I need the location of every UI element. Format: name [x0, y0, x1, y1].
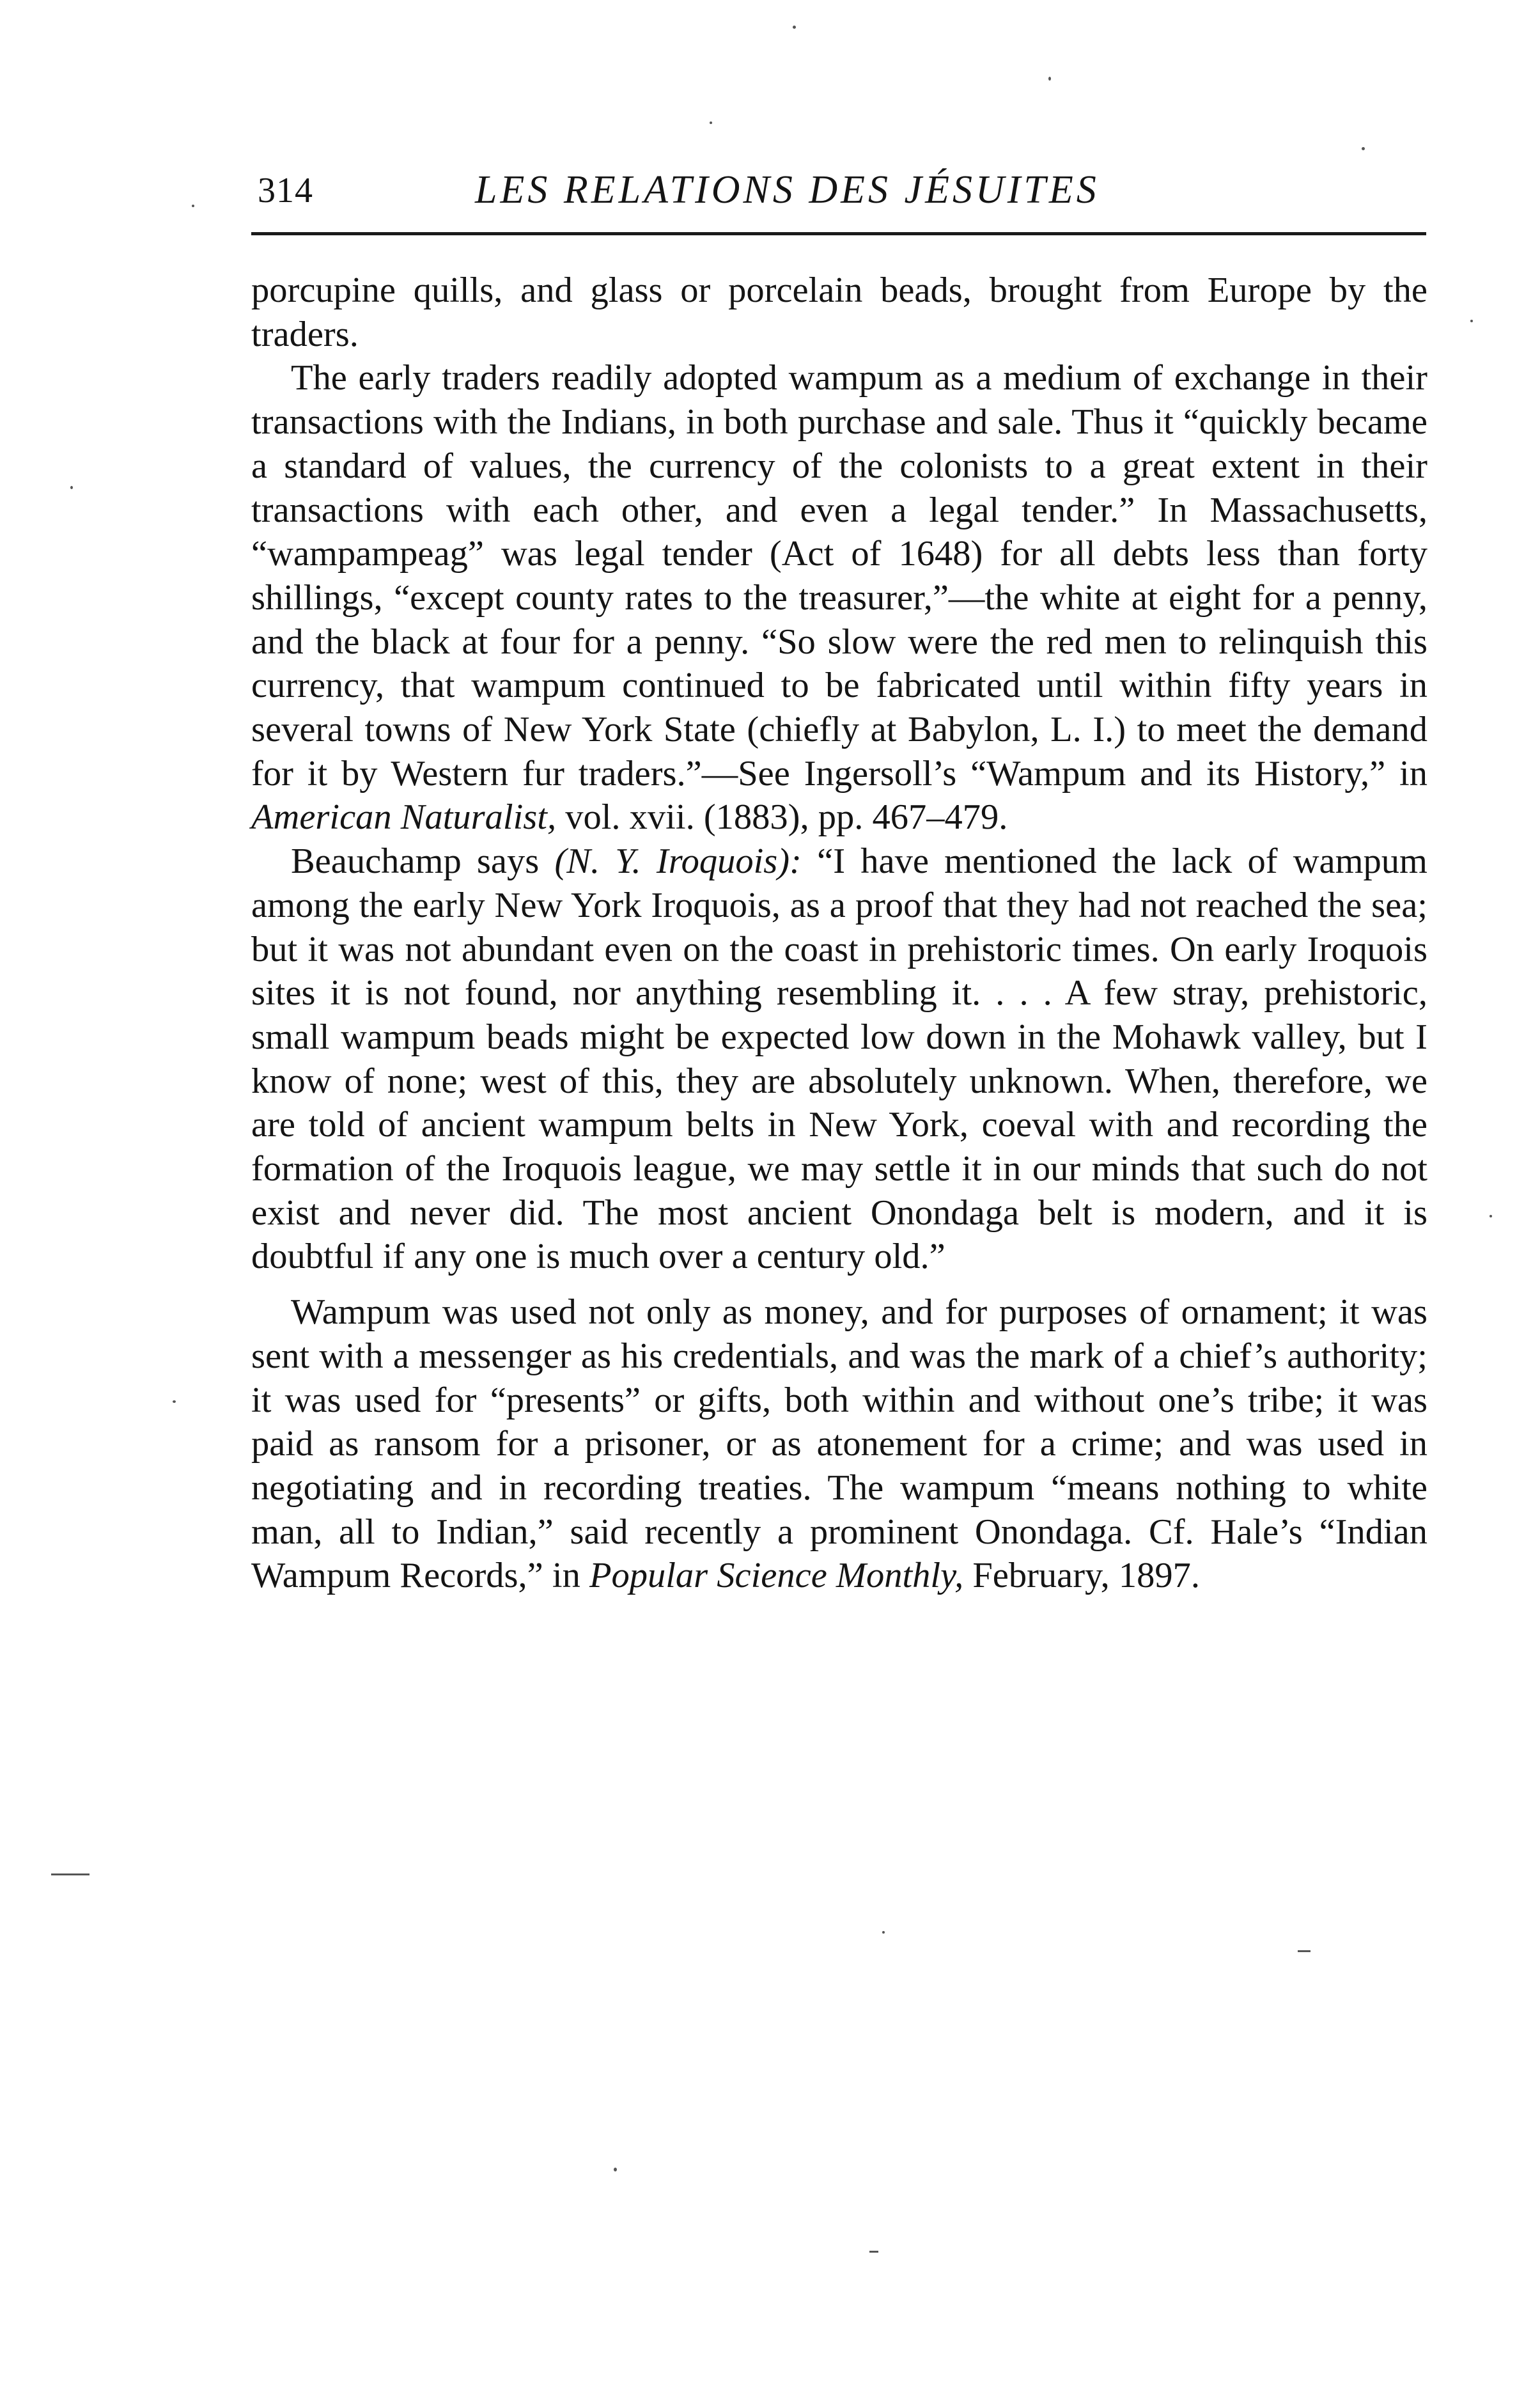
running-head [258, 168, 1424, 219]
scan-speck [882, 1931, 885, 1934]
paragraph-continuation [251, 269, 1427, 356]
page-number: 314 [258, 171, 313, 210]
scan-speck [1298, 1950, 1311, 1952]
scan-speck [51, 1873, 89, 1875]
paragraph-beauchamp-quote [251, 840, 1427, 1279]
scan-speck [614, 2168, 617, 2171]
paragraph-text-before: Beauchamp says [291, 841, 555, 882]
scan-speck [1048, 77, 1051, 81]
paragraph-text: Wampum was used not only as money, and for purposes of ornament; it was sent with a messenger as his credentials, and was the mark of a chief’s authority; it was used for “presents” or gifts, both within and without one’s tribe; it was paid as ransom for a prisoner, or as atonement for a crime; and was used in negotiating and in recording treaties. The wampum “means nothing to white man, all to Indian,” said recently a prominent Onondaga. Cf. Hale’s “Indian Wampum Records,” in [251, 1292, 1427, 1596]
paragraph-text: The early traders readily adopted wampum as a medium of exchange in their transactions with the Indians, in both purchase and sale. Thus it “quickly became a standard of values, the currency of the colonists to a great extent in their transactions with each other, and even a legal tender.” In Massachusetts, “wampampeag” was legal tender (Act of 1648) for all debts less than forty shillings, “except county rates to the treasurer,”—the white at eight for a penny, and the black at four for a penny. “So slow were the red men to relinquish this currency, that wampum continued to be fabricated until within fifty years in several towns of New York State (chiefly at Babylon, L. I.) to meet the demand for it by Western fur traders.”—See Ingersoll’s “Wampum and its History,” in [251, 358, 1427, 794]
scan-speck [1470, 320, 1473, 322]
scan-speck [710, 121, 712, 124]
header-rule [251, 232, 1426, 235]
scan-speck [70, 486, 73, 489]
body-text [251, 269, 1427, 1598]
scan-speck [793, 26, 796, 29]
work-title: (N. Y. Iroquois): [554, 841, 802, 882]
scan-speck [192, 205, 194, 207]
journal-title: Popular Science Monthly, [589, 1556, 964, 1596]
journal-title: American Naturalist, [251, 797, 557, 838]
scan-speck [1362, 147, 1365, 150]
paragraph-wampum-uses [251, 1290, 1427, 1598]
scan-speck [869, 2251, 878, 2253]
paragraph-text: porcupine quills, and glass or porcelain beads, brought from Europe by the traders. [251, 270, 1427, 354]
paragraph-wampum-currency [251, 356, 1427, 840]
scan-speck [173, 1400, 176, 1403]
running-title: LES RELATIONS DES JÉSUITES [475, 168, 1100, 212]
scan-speck [1489, 1215, 1492, 1217]
paragraph-text-after: vol. xvii. (1883), pp. 467–479. [556, 797, 1008, 838]
paragraph-text-after: February, 1897. [963, 1556, 1200, 1596]
paragraph-text: “I have mentioned the lack of wampum among the early New York Iroquois, as a proof that they had not reached the sea; but it was not abundant even on the coast in prehistoric times. On early Iroquois sites it is not found, nor anything resembling it. . . . A few stray, prehistoric, small wampum beads might be expected low down in the Mohawk valley, but I know of none; west of this, they are absolutely unknown. When, therefore, we are told of ancient wampum belts in New York, coeval with and recording the formation of the Iroquois league, we may settle it in our minds that such do not exist and never did. The most ancient Onondaga belt is modern, and it is doubtful if any one is much over a century old.” [251, 841, 1428, 1277]
